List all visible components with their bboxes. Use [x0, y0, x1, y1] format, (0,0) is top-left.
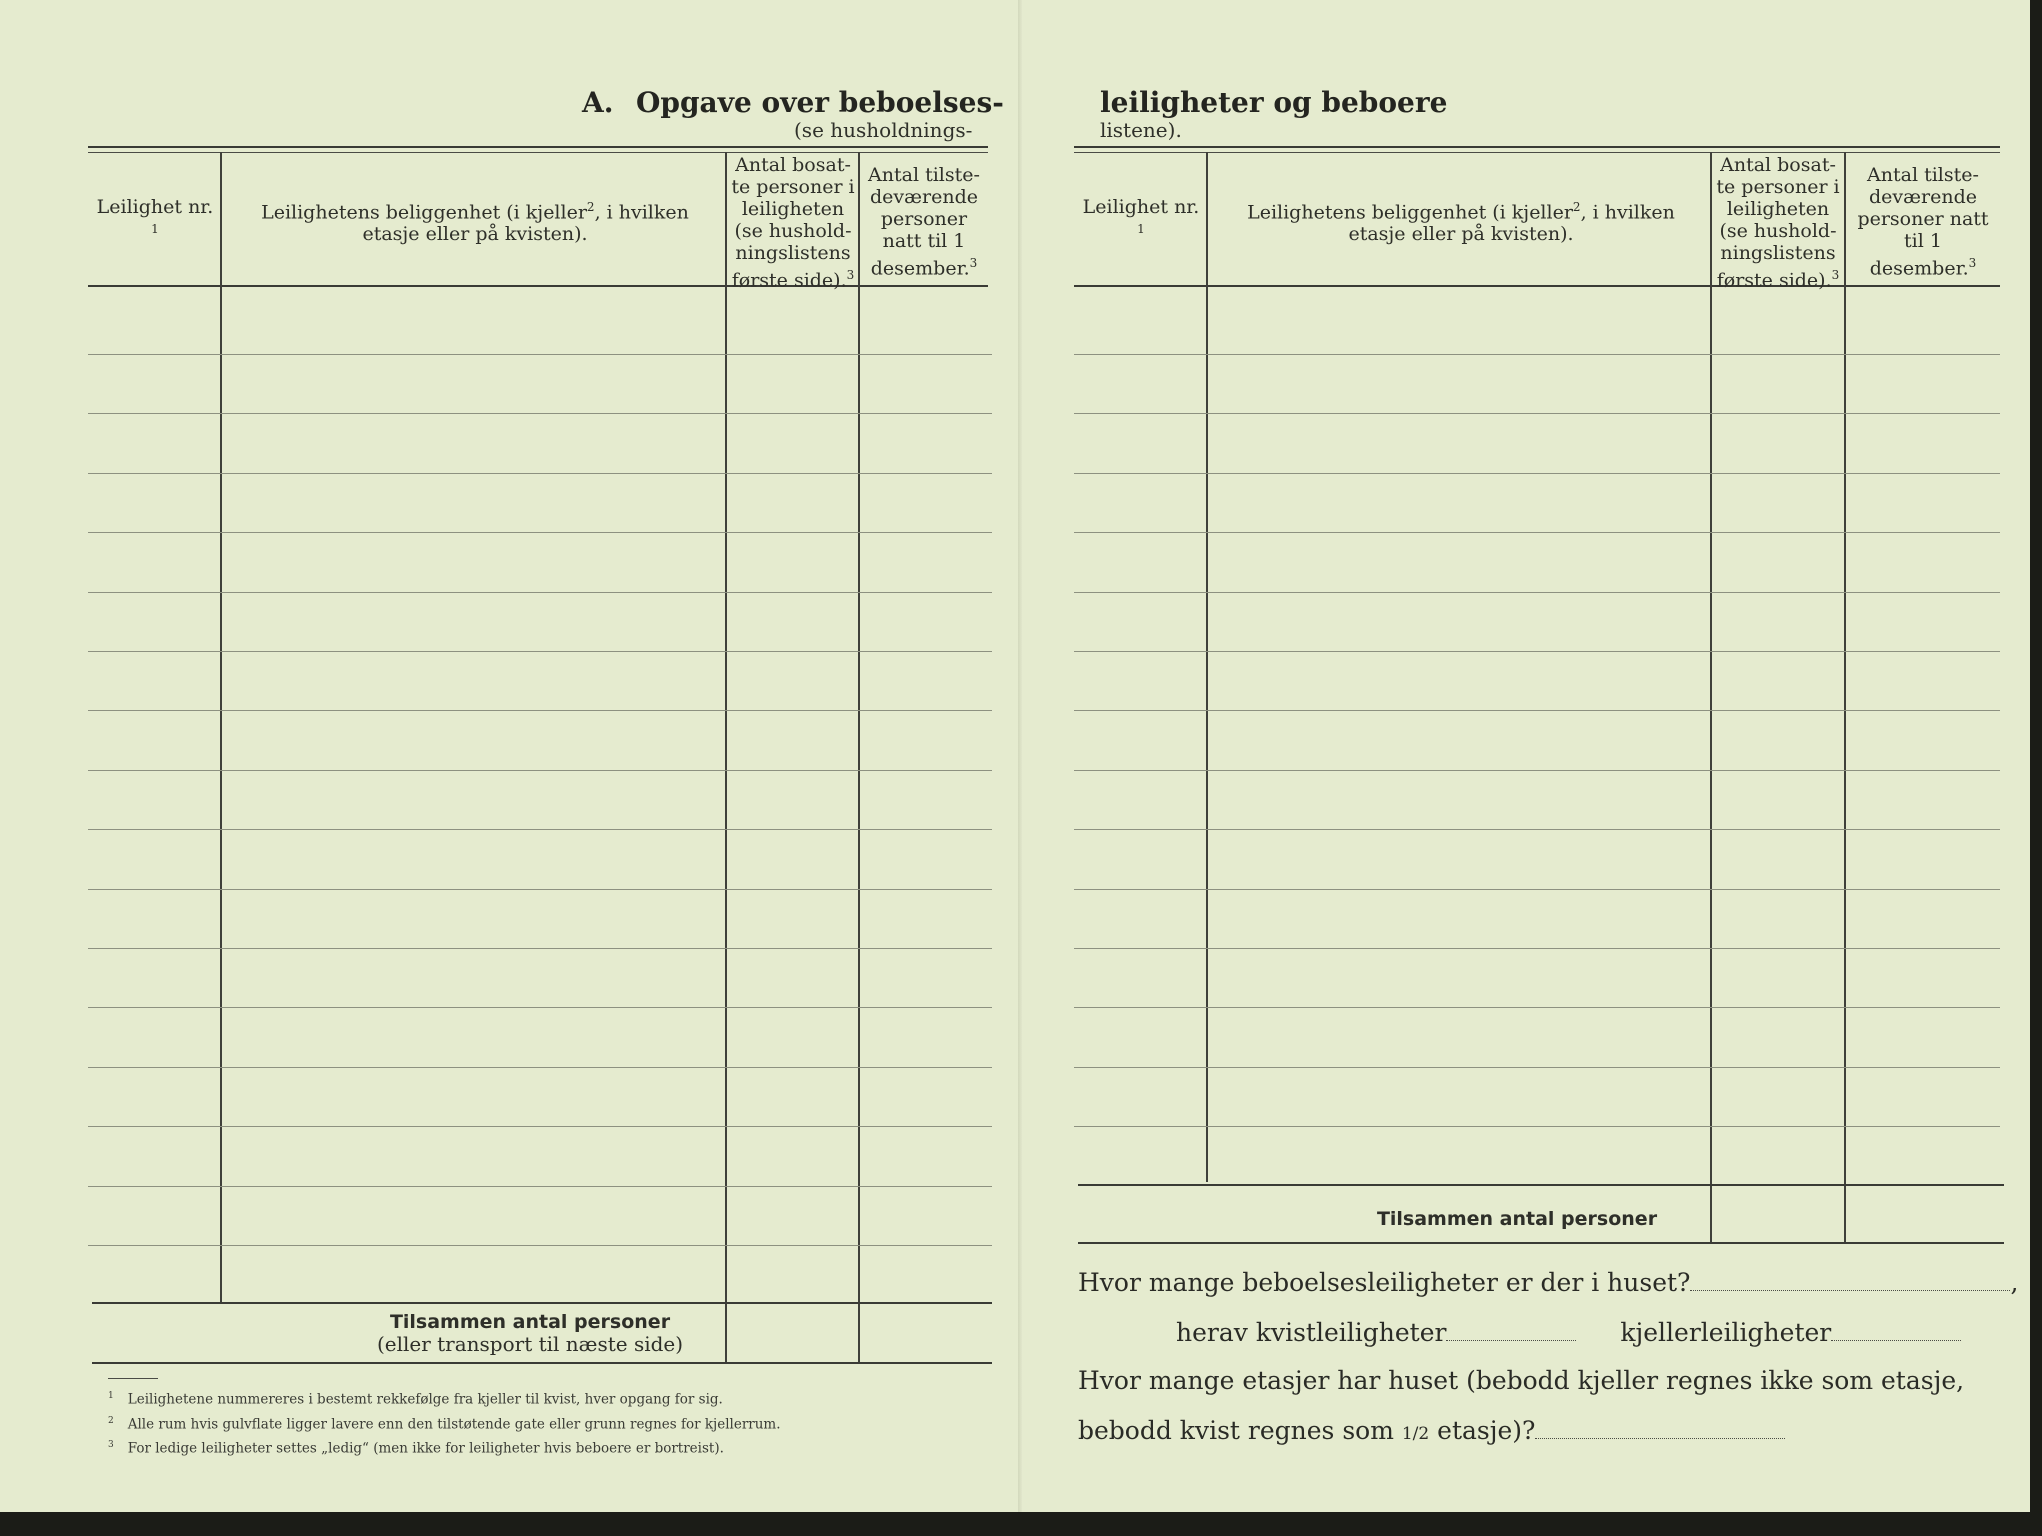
cellar-apartments-field[interactable]: [1831, 1324, 1961, 1341]
table-row-line: [1074, 473, 2000, 474]
table-row-line: [1074, 1126, 2000, 1127]
table-row-line: [1074, 710, 2000, 711]
table-row-line: [88, 473, 992, 474]
table-row-line: [1074, 1007, 2000, 1008]
table-row-line: [88, 889, 992, 890]
right-total-label: Tilsammen antal personer: [1376, 1208, 1658, 1230]
total-bottom-rule: [1078, 1242, 2004, 1244]
question-floors: Hvor mange etasjer har huset (bebodd kjeller regnes ikke som etasje,: [1078, 1366, 1965, 1395]
table-row-line: [1074, 532, 2000, 533]
header-bottom-rule: [1074, 285, 2000, 287]
table-row-line: [1074, 1067, 2000, 1068]
table-row-line: [1074, 948, 2000, 949]
col-header-nr: Leilighet nr. $^1$: [1082, 196, 1200, 236]
floors-field[interactable]: [1535, 1422, 1785, 1439]
total-top-rule: [92, 1302, 992, 1304]
right-title: leiligheter og beboere: [1100, 86, 1448, 119]
apartment-count-field[interactable]: [1690, 1274, 2010, 1291]
col-divider: [1844, 152, 1846, 1242]
col-divider: [1206, 152, 1208, 1182]
table-row-line: [88, 948, 992, 949]
table-row-line: [88, 770, 992, 771]
col-header-location: Leilighetens beliggenhet (i kjeller$^2$, i hvilken etasje eller på kvisten).: [261, 200, 689, 246]
right-page: [1022, 0, 2030, 1512]
footnote-3: $^3$ For ledige leiligheter settes „ledig“ (men ikke for leiligheter hvis beboere er bortreist).: [108, 1440, 724, 1457]
table-top-rule: [1074, 146, 2000, 148]
table-row-line: [1074, 651, 2000, 652]
table-top-rule-inner: [88, 152, 988, 153]
table-row-line: [88, 1007, 992, 1008]
section-letter: A.: [582, 86, 614, 119]
table-row-line: [88, 710, 992, 711]
table-row-line: [88, 1245, 992, 1246]
table-row-line: [1074, 354, 2000, 355]
left-title: Opgave over beboelses-: [636, 86, 1004, 119]
question-floors-cont: bebodd kvist regnes som 1/2 etasje)?: [1078, 1416, 1785, 1445]
table-row-line: [88, 354, 992, 355]
left-subtitle: (se husholdnings-: [794, 118, 973, 142]
col-header-present: Antal tilste-deværende personer natt til 1 desember.$^3$: [868, 164, 980, 280]
table-row-line: [88, 829, 992, 830]
table-row-line: [88, 1186, 992, 1187]
table-row-line: [88, 1126, 992, 1127]
col-divider: [220, 152, 222, 1302]
table-row-line: [1074, 770, 2000, 771]
question-attic-cellar: herav kvistleiligheter kjellerleiligheter: [1176, 1318, 1961, 1347]
attic-apartments-field[interactable]: [1446, 1324, 1576, 1341]
question-apartment-count: Hvor mange beboelsesleiligheter er der i huset? ,: [1078, 1268, 2019, 1297]
footnote-1: $^1$ Leilighetene nummereres i bestemt rekkefølge fra kjeller til kvist, hver opgang for sig.: [108, 1391, 723, 1408]
table-row-line: [88, 1067, 992, 1068]
footnote-2: $^2$ Alle rum hvis gulvflate ligger lavere enn den tilstøtende gate eller grunn regnes for kjellerrum.: [108, 1415, 781, 1432]
col-header-nr: Leilighet nr. $^1$: [96, 196, 214, 236]
col-divider: [858, 152, 860, 1362]
table-row-line: [88, 651, 992, 652]
col-divider: [725, 152, 727, 1362]
col-header-present: Antal tilste-deværende personer natt til 1 desember.$^3$: [1857, 164, 1989, 280]
footnote-rule: [108, 1378, 158, 1379]
col-header-residents: Antal bosat-te personer i leiligheten (se hushold-ningslistens første side).$^3$: [1716, 154, 1840, 292]
col-header-residents: Antal bosat-te personer i leiligheten (se hushold-ningslistens første side).$^3$: [731, 154, 855, 292]
table-top-rule-inner: [1074, 152, 2000, 153]
col-divider: [1710, 152, 1712, 1242]
table-top-rule: [88, 146, 988, 148]
total-bottom-rule: [92, 1362, 992, 1364]
total-top-rule: [1078, 1184, 2004, 1186]
left-total-label: Tilsammen antal personer (eller transport til næste side): [376, 1311, 684, 1356]
left-page: [0, 0, 1024, 1512]
table-row-line: [1074, 829, 2000, 830]
footnotes: [108, 1386, 781, 1460]
table-row-line: [1074, 413, 2000, 414]
table-row-line: [1074, 889, 2000, 890]
table-row-line: [88, 532, 992, 533]
table-row-line: [1074, 592, 2000, 593]
table-row-line: [88, 592, 992, 593]
col-header-location: Leilighetens beliggenhet (i kjeller$^2$, i hvilken etasje eller på kvisten).: [1247, 200, 1675, 246]
table-row-line: [88, 413, 992, 414]
right-subtitle: listene).: [1100, 118, 1182, 142]
